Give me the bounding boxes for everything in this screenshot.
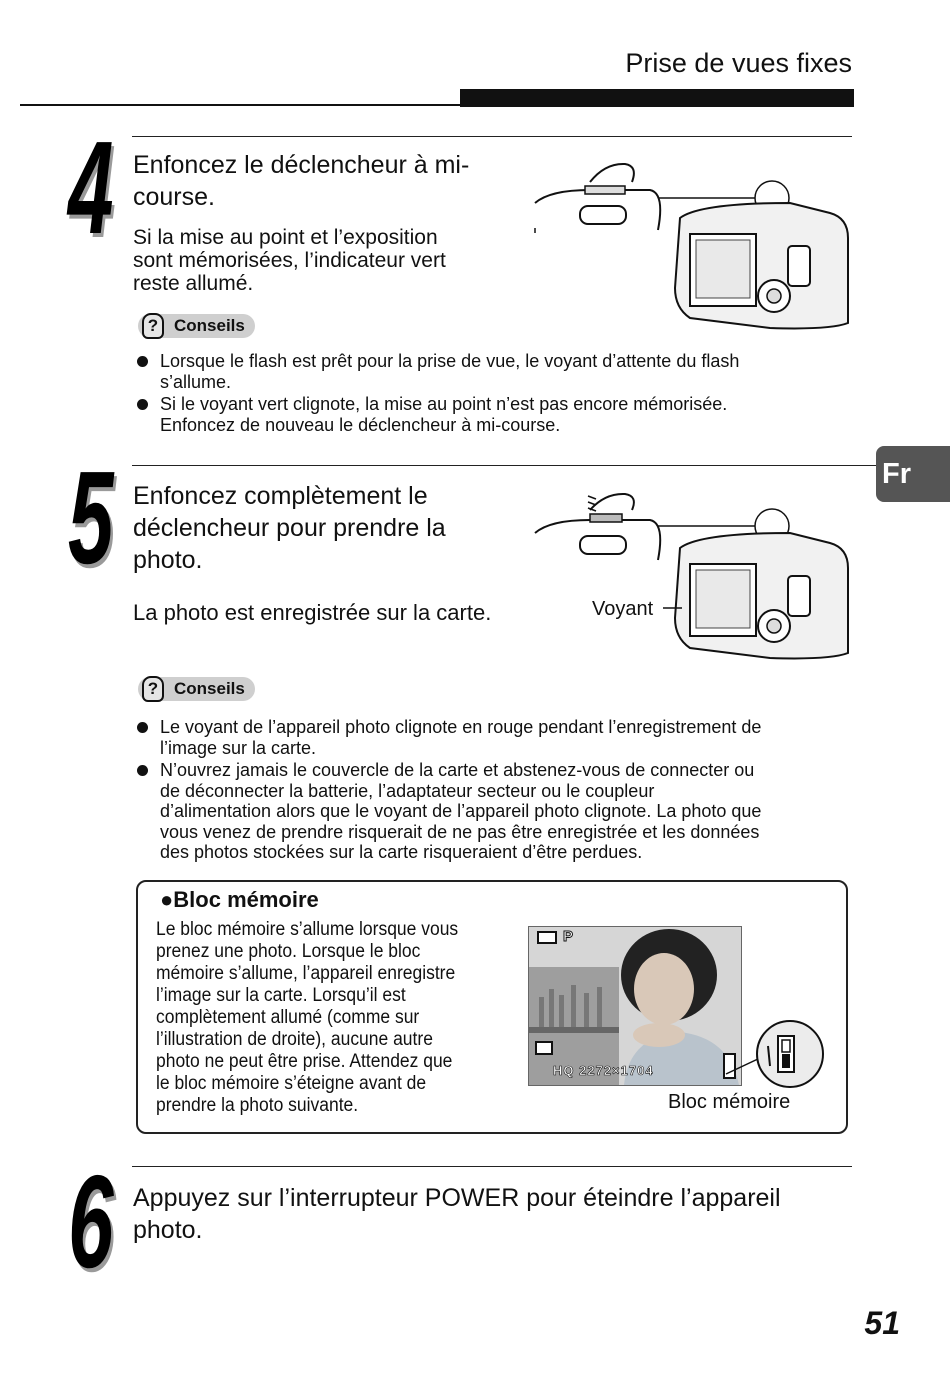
screen-resolution: HQ 2272×1704 (553, 1063, 654, 1078)
list-item: N’ouvrez jamais le couvercle de la carte et abstenez-vous de connecter ou de déconnecter la batterie, l’adaptateur secteur ou le coupleur d’alimentation alors que le voyant de l’appareil photo clignote. La photo que vous venez de prendre risquerait de ne pas être enregistrée et les données des photos stockées sur la carte risqueraient d’être perdues. (137, 760, 849, 863)
step-5-tips-badge (138, 677, 255, 701)
step-5-tips-label: Conseils (174, 679, 245, 698)
tab-connector-rule (852, 465, 876, 466)
header-rule-thin (20, 104, 460, 106)
step-6-heading: Appuyez sur l’interrupteur POWER pour éteindre l’appareil photo. (133, 1184, 781, 1244)
step-4-tips-label: Conseils (174, 316, 245, 335)
camera-half-press-illustration (530, 158, 854, 334)
step-4-text: Si la mise au point et l’exposition sont mémorisées, l’indicateur vert reste allumé. (133, 226, 446, 295)
page-number: 51 (864, 1305, 900, 1341)
screen-mode: P (563, 928, 574, 945)
page-title: Prise de vues fixes (625, 48, 852, 78)
step-6-rule (132, 1166, 852, 1167)
memo-caption: Bloc mémoire (668, 1091, 791, 1113)
step-5-heading: Enfoncez complètement le déclencheur pour prendre la photo. (133, 482, 446, 574)
step-4-heading: Enfoncez le déclencheur à mi- course. (133, 151, 470, 211)
step-4-tips-badge (138, 314, 255, 338)
camera-full-press-illustration (530, 488, 854, 664)
step-4-tips-list (137, 351, 837, 437)
tips-question-icon: ? (142, 676, 164, 702)
tips-question-icon: ? (142, 313, 164, 339)
list-item: Lorsque le flash est prêt pour la prise de vue, le voyant d’attente du flash s’allume. (137, 351, 837, 392)
step-5-rule (132, 465, 852, 466)
memo-text: Le bloc mémoire s’allume lorsque vous prenez une photo. Lorsque le bloc mémoire s’allume, l’appareil enregistre l’image sur la carte. Lorsqu’il est complètement allumé (comme sur l’illustration de droite), aucune autre photo ne peut être prise. Attendez que le bloc mémoire s’éteigne avant de prendre la photo suivante. (156, 919, 459, 1116)
language-tab: Fr (876, 446, 950, 502)
step-6-number: 6 (68, 1148, 114, 1295)
card-icon (535, 1041, 553, 1055)
header-rule-thick (460, 89, 854, 107)
step-4-number: 4 (68, 114, 114, 261)
memory-gauge-zoom (690, 1018, 826, 1090)
step-5-number: 5 (68, 444, 114, 591)
voyant-label: Voyant (592, 598, 654, 620)
step-5-text: La photo est enregistrée sur la carte. (133, 600, 492, 625)
memo-title: ●Bloc mémoire (160, 887, 319, 912)
battery-icon (537, 931, 557, 944)
list-item: Le voyant de l’appareil photo clignote en rouge pendant l’enregistrement de l’image sur la carte. (137, 717, 849, 758)
step-5-tips-list (137, 717, 849, 865)
step-4-rule (132, 136, 852, 137)
list-item: Si le voyant vert clignote, la mise au point n’est pas encore mémorisée. Enfoncez de nouveau le déclencheur à mi-course. (137, 394, 837, 435)
